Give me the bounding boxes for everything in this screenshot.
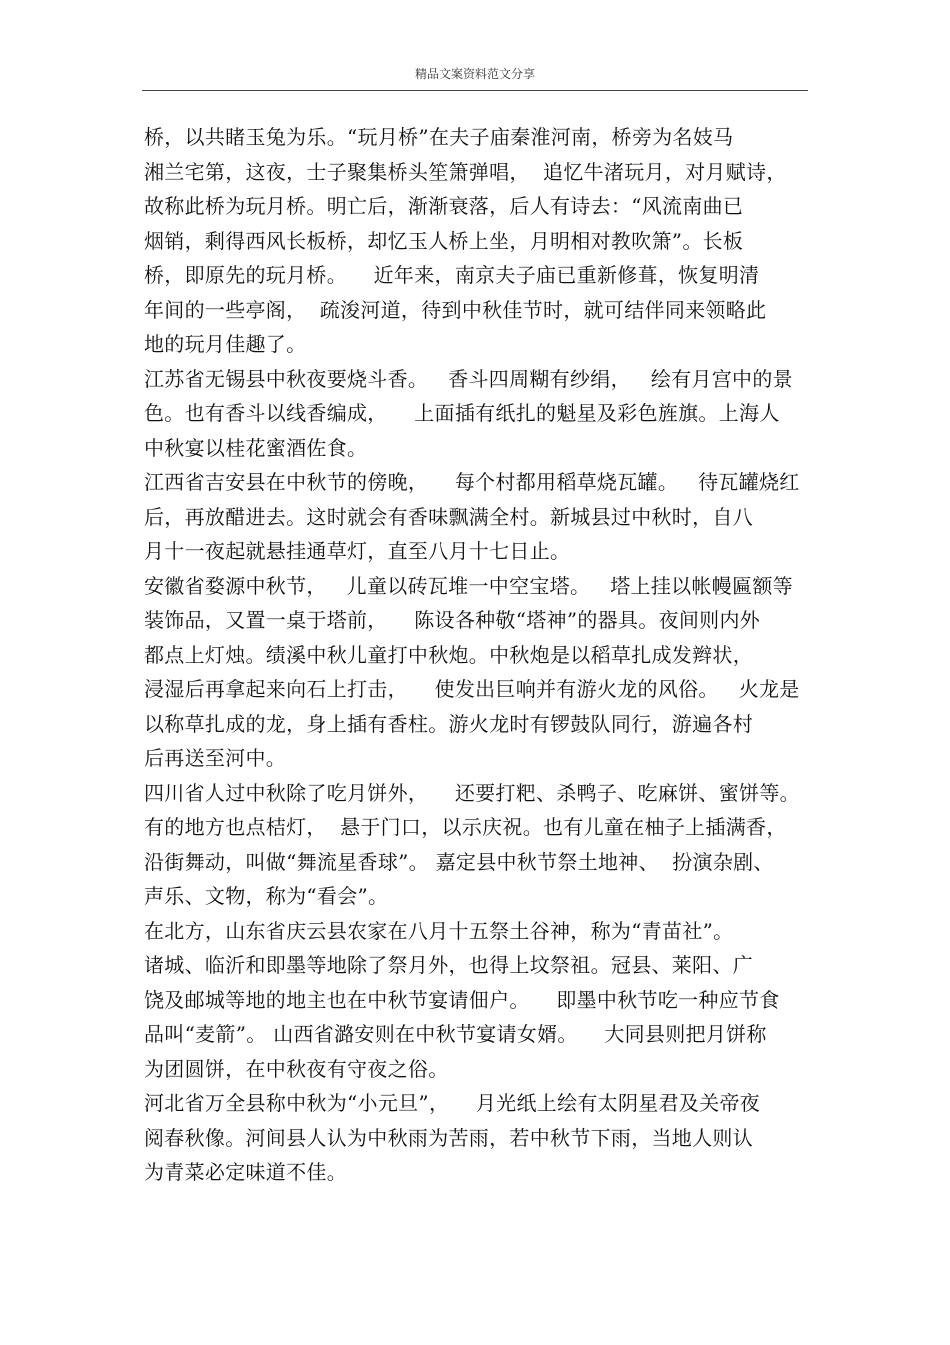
- text-line: 河北省万全县称中秋为“小元旦”， 月光纸上绘有太阴星君及关帝夜: [144, 1091, 761, 1115]
- text-line: 江苏省无锡县中秋夜要烧斗香。 香斗四周糊有纱绢， 绘有月宫中的景: [144, 366, 793, 391]
- text-line: 后，再放醋进去。这时就会有香味飘满全村。新城县过中秋时，自八: [144, 504, 753, 529]
- text-line: 烟销，剩得西风长板桥，却忆玉人桥上坐，月明相对教吹箫”。长板: [144, 228, 744, 253]
- text-line: 安徽省婺源中秋节， 儿童以砖瓦堆一中空宝塔。 塔上挂以帐幔匾额等: [144, 573, 793, 598]
- text-line: 桥，以共睹玉兔为乐。“玩月桥”在夫子庙秦淮河南，桥旁为名妓马: [144, 125, 734, 149]
- text-line: 江西省吉安县在中秋节的傍晚， 每个村都用稻草烧瓦罐。 待瓦罐烧红: [144, 470, 800, 494]
- text-line: 装饰品，又置一桌于塔前， 陈设各种敬“塔神”的器具。夜间则内外: [144, 608, 761, 632]
- body-text: [144, 120, 824, 1190]
- text-line: 以称草扎成的龙，身上插有香柱。游火龙时有锣鼓队同行，游遍各村: [144, 711, 753, 736]
- header-divider: [142, 90, 808, 91]
- text-line: 品叫“麦箭”。 山西省潞安则在中秋节宴请女婿。 大同县则把月饼称: [144, 1022, 767, 1046]
- text-line: 色。也有香斗以线香编成， 上面插有纸扎的魁星及彩色旌旗。上海人: [144, 401, 780, 425]
- text-line: 沿街舞动，叫做“舞流星香球”。 嘉定县中秋节祭土地神、 扮演杂剧、: [144, 849, 774, 874]
- text-line: 有的地方也点桔灯， 悬于门口，以示庆祝。也有儿童在柚子上插满香，: [144, 815, 787, 839]
- text-line: 阅春秋像。河间县人认为中秋雨为苦雨，若中秋节下雨，当地人则认: [144, 1125, 753, 1150]
- text-line: 诸城、临沂和即墨等地除了祭月外，也得上坟祭祖。冠县、莱阳、广: [144, 953, 753, 977]
- text-line: 为团圆饼，在中秋夜有守夜之俗。: [144, 1056, 449, 1081]
- text-line: 为青菜必定味道不佳。: [144, 1160, 347, 1184]
- text-line: 桥，即原先的玩月桥。 近年来，南京夫子庙已重新修葺，恢复明清: [144, 263, 760, 287]
- text-line: 声乐、文物，称为“看会”。: [144, 884, 389, 908]
- text-line: 中秋宴以桂花蜜酒佐食。: [144, 435, 368, 460]
- text-line: 湘兰宅第，这夜，士子聚集桥头笙箫弹唱， 追忆牛渚玩月，对月赋诗，: [144, 159, 787, 184]
- text-line: 饶及邮城等地的地主也在中秋节宴请佃户。 即墨中秋节吃一种应节食: [144, 987, 780, 1012]
- text-line: 地的玩月佳趣了。: [144, 332, 307, 356]
- text-line: 月十一夜起就悬挂通草灯，直至八月十七日止。: [144, 539, 571, 563]
- text-line: 后再送至河中。: [144, 746, 287, 770]
- text-line: 故称此桥为玩月桥。明亡后，渐渐衰落，后人有诗去：“风流南曲已: [144, 194, 744, 218]
- text-line: 在北方，山东省庆云县农家在八月十五祭土谷神，称为“青苗社”。: [144, 918, 734, 943]
- text-line: 都点上灯烛。绩溪中秋儿童打中秋炮。中秋炮是以稻草扎成发辫状，: [144, 642, 753, 667]
- text-line: 年间的一些亭阁， 疏浚河道，待到中秋佳节时，就可结伴同来领略此: [144, 297, 767, 322]
- text-line: 四川省人过中秋除了吃月饼外， 还要打粑、杀鸭子、吃麻饼、蜜饼等。: [144, 780, 800, 805]
- text-line: 浸湿后再拿起来向石上打击， 使发出巨响并有游火龙的风俗。 火龙是: [144, 677, 800, 701]
- page-header: 精品文案资料范文分享: [414, 67, 535, 81]
